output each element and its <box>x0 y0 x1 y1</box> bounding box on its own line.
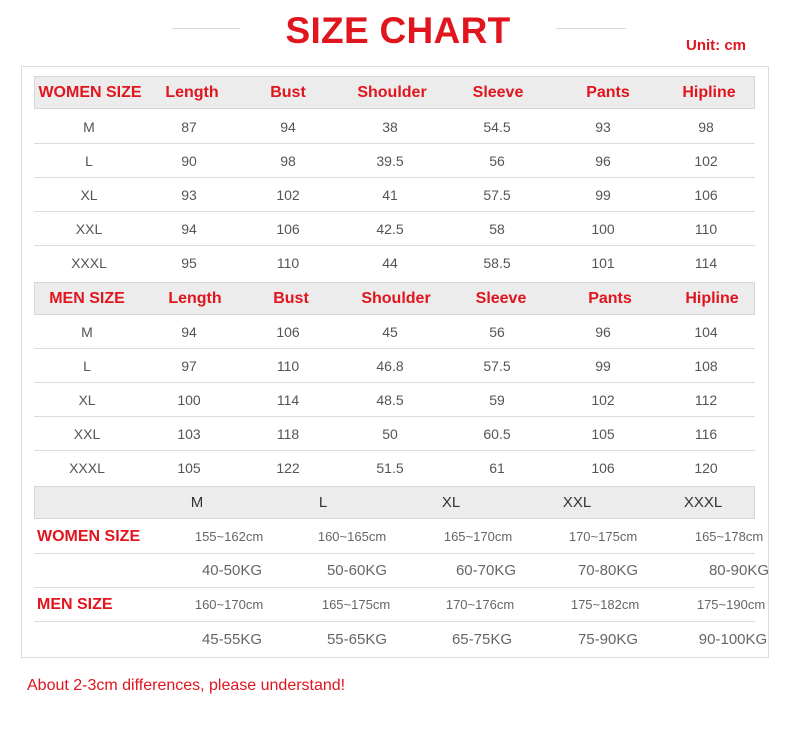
women-height-row <box>34 520 764 554</box>
table-cell: 108 <box>694 357 718 374</box>
height-cell: 165~170cm <box>443 529 513 544</box>
table-cell: 103 <box>177 425 201 442</box>
height-cell: 175~182cm <box>570 597 640 612</box>
height-cell: 175~190cm <box>696 597 766 612</box>
table-cell: 100 <box>177 391 201 408</box>
height-cell: 170~176cm <box>445 597 515 612</box>
table-row <box>34 349 755 383</box>
table-cell: 45 <box>382 323 398 340</box>
table-cell: 39.5 <box>376 152 404 169</box>
table-cell: 102 <box>591 391 615 408</box>
table-cell: XXXL <box>69 460 105 476</box>
weight-cell: 50-60KG <box>326 562 388 579</box>
table-cell: 50 <box>382 425 398 442</box>
table-cell: XL <box>78 391 96 408</box>
title-divider-right <box>556 28 626 29</box>
size-header-cell: L <box>318 494 328 511</box>
difference-note: About 2-3cm differences, please understand! <box>27 677 346 694</box>
table-cell: 118 <box>276 425 300 442</box>
table-cell: 110 <box>276 255 300 271</box>
table-cell: 98 <box>698 118 714 135</box>
table-cell: 56 <box>489 323 505 340</box>
table-cell: 90 <box>181 152 197 169</box>
height-cell: 165~178cm <box>694 529 764 544</box>
header-cell: Pants <box>588 289 632 307</box>
table-cell: 61 <box>489 460 505 476</box>
header-cell: Length <box>168 289 222 307</box>
header-cell: WOMEN SIZE <box>38 83 142 101</box>
header-cell: Sleeve <box>475 289 527 307</box>
header-cell: Sleeve <box>472 83 524 101</box>
table-cell: 110 <box>694 220 718 237</box>
table-cell: 98 <box>280 152 296 169</box>
header-cell: Bust <box>273 289 309 307</box>
table-cell: 101 <box>591 255 615 271</box>
table-cell: 114 <box>694 255 718 271</box>
table-cell: XXL <box>75 220 103 237</box>
table-row <box>34 110 755 144</box>
size-header-cell: XXL <box>562 494 592 511</box>
page-title: SIZE CHART <box>285 10 511 51</box>
table-cell: 94 <box>181 323 197 340</box>
table-cell: 112 <box>694 391 718 408</box>
height-cell: 160~170cm <box>194 597 264 612</box>
table-cell: 104 <box>694 323 718 340</box>
table-cell: 102 <box>694 152 718 169</box>
header-cell: Bust <box>270 83 306 101</box>
table-cell: L <box>83 357 91 374</box>
header-cell: Shoulder <box>361 289 431 307</box>
table-row <box>34 451 755 485</box>
table-cell: 38 <box>382 118 398 135</box>
table-cell: M <box>81 323 93 340</box>
table-cell: 57.5 <box>483 186 511 203</box>
weight-cell: 70-80KG <box>577 562 639 579</box>
table-cell: 106 <box>694 186 718 203</box>
height-cell: 165~175cm <box>321 597 391 612</box>
table-cell: 96 <box>595 152 611 169</box>
table-row <box>34 383 755 417</box>
table-cell: M <box>83 118 95 135</box>
table-cell: 58.5 <box>483 255 511 271</box>
table-cell: 99 <box>595 186 611 203</box>
size-header-cell: XXXL <box>683 494 723 511</box>
table-cell: 105 <box>591 425 615 442</box>
men-group-label: MEN SIZE <box>37 595 113 613</box>
table-cell: 102 <box>276 186 300 203</box>
table-cell: L <box>85 152 93 169</box>
unit-label: Unit: cm <box>686 37 746 54</box>
table-cell: 95 <box>181 255 197 271</box>
table-cell: 59 <box>489 391 505 408</box>
table-cell: XL <box>80 186 98 203</box>
table-cell: 99 <box>595 357 611 374</box>
header-cell: Length <box>165 83 219 101</box>
table-cell: 110 <box>276 357 300 374</box>
table-cell: 96 <box>595 323 611 340</box>
table-cell: 48.5 <box>376 391 404 408</box>
size-header-cell: M <box>190 494 204 511</box>
table-cell: 116 <box>694 425 718 442</box>
women-weight-row <box>34 554 770 588</box>
table-cell: 122 <box>276 460 300 476</box>
table-cell: 57.5 <box>483 357 511 374</box>
table-cell: 58 <box>489 220 505 237</box>
table-cell: 106 <box>276 323 300 340</box>
table-cell: 93 <box>181 186 197 203</box>
size-header-cell: XL <box>441 494 461 511</box>
table-cell: 87 <box>181 118 197 135</box>
table-cell: 94 <box>280 118 296 135</box>
table-cell: 54.5 <box>483 118 511 135</box>
men-table-header <box>34 282 755 315</box>
height-cell: 160~165cm <box>317 529 387 544</box>
men-weight-row <box>34 622 768 656</box>
table-cell: 97 <box>181 357 197 374</box>
table-cell: 106 <box>276 220 300 237</box>
reference-table-header <box>34 486 755 519</box>
table-cell: 105 <box>177 460 201 476</box>
table-cell: 106 <box>591 460 615 476</box>
women-table-header <box>34 76 755 109</box>
weight-cell: 90-100KG <box>698 630 768 648</box>
header-cell: Hipline <box>685 289 739 307</box>
table-cell: 100 <box>591 220 615 237</box>
table-cell: 120 <box>694 460 718 476</box>
table-cell: XXXL <box>71 255 107 271</box>
table-cell: 94 <box>181 220 197 237</box>
header-cell: Pants <box>586 83 630 101</box>
weight-cell: 60-70KG <box>455 562 517 579</box>
table-cell: 93 <box>595 118 611 135</box>
table-cell: 46.8 <box>376 357 404 374</box>
header-cell: Hipline <box>682 83 736 101</box>
header-cell: Shoulder <box>357 83 427 101</box>
men-height-row <box>34 588 766 622</box>
table-row <box>34 144 755 178</box>
header-cell: MEN SIZE <box>49 289 125 307</box>
table-cell: 56 <box>489 152 505 169</box>
table-cell: 114 <box>276 391 300 408</box>
table-row <box>34 178 755 212</box>
table-row <box>34 315 755 349</box>
weight-cell: 40-50KG <box>201 562 263 579</box>
table-cell: 41 <box>382 186 398 203</box>
table-row <box>34 212 755 246</box>
table-row <box>34 246 755 280</box>
height-cell: 155~162cm <box>194 529 264 544</box>
table-cell: 42.5 <box>376 220 404 237</box>
table-cell: 44 <box>382 255 398 271</box>
weight-cell: 80-90KG <box>708 562 770 579</box>
weight-cell: 55-65KG <box>326 630 388 648</box>
weight-cell: 45-55KG <box>201 630 263 648</box>
table-cell: 51.5 <box>376 460 404 476</box>
women-group-label: WOMEN SIZE <box>37 527 141 545</box>
table-cell: XXL <box>73 425 101 442</box>
title-divider-left <box>172 28 240 29</box>
table-cell: 60.5 <box>483 425 511 442</box>
weight-cell: 65-75KG <box>451 630 513 648</box>
table-row <box>34 417 755 451</box>
weight-cell: 75-90KG <box>577 630 639 648</box>
height-cell: 170~175cm <box>568 529 638 544</box>
